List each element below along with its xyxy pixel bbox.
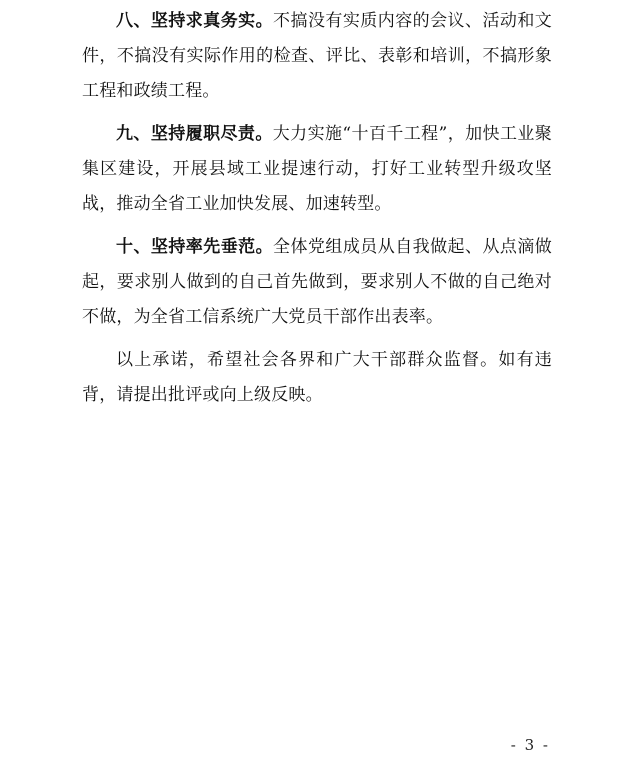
paragraph-text: 以上承诺，希望社会各界和广大干部群众监督。如有违背，请提出批评或向上级反映。 [82, 350, 552, 405]
paragraph-heading: 十、坚持率先垂范。 [116, 237, 274, 257]
paragraph-text: 大力实施“十百千工程”，加快工业聚集区建设，开展县域工业提速行动，打好工业转型升级攻坚战，推动全省工业加快发展、加速转型。 [82, 124, 552, 214]
paragraph-item-10 [82, 230, 552, 335]
paragraph-item-8 [82, 4, 552, 109]
page-number: - 3 - [510, 736, 550, 754]
paragraph-heading: 八、坚持求真务实。 [116, 11, 274, 31]
paragraph-text: 不搞没有实质内容的会议、活动和文件，不搞没有实际作用的检查、评比、表彰和培训，不搞形象工程和政绩工程。 [82, 11, 552, 101]
closing-paragraph [82, 343, 552, 413]
paragraph-text: 全体党组成员从自我做起、从点滴做起，要求别人做到的自己首先做到，要求别人不做的自己绝对不做，为全省工信系统广大党员干部作出表率。 [82, 237, 552, 327]
document-body [82, 4, 552, 421]
paragraph-heading: 九、坚持履职尽责。 [116, 124, 273, 144]
paragraph-item-9 [82, 117, 552, 222]
